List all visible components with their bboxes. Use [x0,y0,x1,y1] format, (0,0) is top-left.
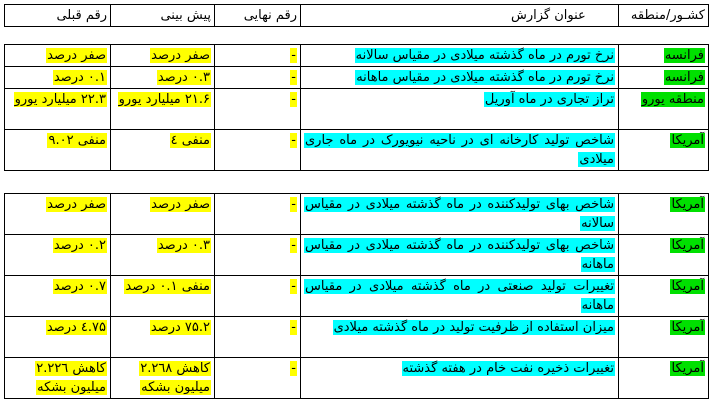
previous-value: صفر درصد [47,197,106,212]
country-label: فرانسه [664,48,704,63]
country-label: آمریکا [671,238,704,253]
previous-value: ۷۵.٤ درصد [46,320,106,335]
forecast-cell [111,67,215,89]
header-final: رقم نهایی [215,5,301,27]
country-label: منطقه یورو [641,92,704,107]
forecast-value: صفر درصد [151,48,210,63]
final-value: - [291,70,296,85]
table-row [5,45,709,67]
forecast-value: صفر درصد [151,197,210,212]
title-cell [301,45,619,67]
country-cell [619,45,709,67]
country-label: آمریکا [671,320,704,335]
title-cell [301,89,619,130]
previous-value: ۰.۲ درصد [53,238,106,253]
previous-cell [5,45,111,67]
forecast-cell [111,358,215,399]
previous-value: منفی ۹.۰۲ [48,133,106,148]
title-cell [301,276,619,317]
forecast-value: ۲۱.۶ میلیارد یورو [118,92,210,107]
country-cell [619,89,709,130]
forecast-value: ۰.۳ درصد [157,238,210,253]
country-cell [619,67,709,89]
final-value: - [291,48,296,63]
header-title: عنوان گزارش [301,5,619,27]
final-value: - [291,197,296,212]
final-cell [215,130,301,171]
title-cell [301,317,619,358]
table-row [5,194,709,235]
previous-cell [5,235,111,276]
final-cell [215,235,301,276]
header-forecast: پیش بینی [111,5,215,27]
final-cell [215,358,301,399]
report-title: تغییرات ذخیره نفت خام در هفته گذشته [402,361,614,376]
previous-cell [5,130,111,171]
report-title: تغییرات تولید صنعتی در ماه گذشته میلادی در مقیاس ماهانه [305,279,614,313]
report-title: شاخص تولید کارخانه ای در ناحیه نیویورک در ماه جاری میلادی [305,133,614,167]
previous-cell [5,317,111,358]
forecast-cell [111,130,215,171]
final-value: - [291,361,296,376]
previous-value: ۰.۱ درصد [53,70,106,85]
country-cell [619,358,709,399]
forecast-value: منفی ٤ [170,133,210,148]
country-label: آمریکا [671,197,704,212]
final-value: - [291,320,296,335]
table-row [5,89,709,130]
header-country: کشـور/منطقه [619,5,709,27]
final-cell [215,194,301,235]
country-cell [619,130,709,171]
country-cell [619,235,709,276]
header-row [5,5,709,27]
table-row [5,67,709,89]
table-row [5,358,709,399]
country-label: آمریکا [671,133,704,148]
final-cell [215,67,301,89]
previous-cell [5,276,111,317]
forecast-cell [111,89,215,130]
previous-cell [5,89,111,130]
report-title: نرخ تورم در ماه گذشته میلادی در مقیاس سالانه [355,48,614,63]
final-value: - [291,133,296,148]
section2-table [4,193,709,399]
country-cell [619,317,709,358]
previous-cell [5,194,111,235]
forecast-cell [111,194,215,235]
forecast-value: ۷۵.۲ درصد [150,320,210,335]
forecast-cell [111,317,215,358]
report-title: نرخ تورم در ماه گذشته میلادی در مقیاس ماهانه [356,70,614,85]
country-label: آمریکا [671,361,704,376]
header-table [4,4,709,27]
final-cell [215,89,301,130]
table-row [5,317,709,358]
country-cell [619,194,709,235]
forecast-value: کاهش ۲.۲٦۸ میلیون بشکه [140,361,210,395]
final-cell [215,45,301,67]
country-label: آمریکا [671,279,704,294]
report-title: تراز تجاری در ماه آوریل [484,92,614,107]
previous-cell [5,67,111,89]
table-row [5,235,709,276]
title-cell [301,358,619,399]
country-cell [619,276,709,317]
country-label: فرانسه [664,70,704,85]
final-cell [215,317,301,358]
final-value: - [291,279,296,294]
forecast-value: ۰.۳ درصد [157,70,210,85]
final-value: - [291,238,296,253]
previous-value: کاهش ۲.۲۲٦ میلیون بشکه [36,361,106,395]
previous-value: صفر درصد [47,48,106,63]
previous-value: ۲۲.۳ میلیارد یورو [14,92,106,107]
final-cell [215,276,301,317]
title-cell [301,130,619,171]
forecast-cell [111,45,215,67]
header-previous: رقم قبلی [5,5,111,27]
table-row [5,130,709,171]
forecast-cell [111,276,215,317]
table-row [5,276,709,317]
forecast-value: منفی ۰.۱ درصد [125,279,210,294]
report-title: میزان استفاده از ظرفیت تولید در ماه گذشته میلادی [333,320,614,335]
section1-table [4,44,709,171]
forecast-cell [111,235,215,276]
report-title: شاخص بهای تولیدکننده در ماه گذشته میلادی در مقیاس سالانه [305,197,614,231]
final-value: - [291,92,296,107]
title-cell [301,235,619,276]
title-cell [301,67,619,89]
report-title: شاخص بهای تولیدکننده در ماه گذشته میلادی در مقیاس ماهانه [305,238,614,272]
title-cell [301,194,619,235]
previous-cell [5,358,111,399]
previous-value: ۰.۷ درصد [53,279,106,294]
